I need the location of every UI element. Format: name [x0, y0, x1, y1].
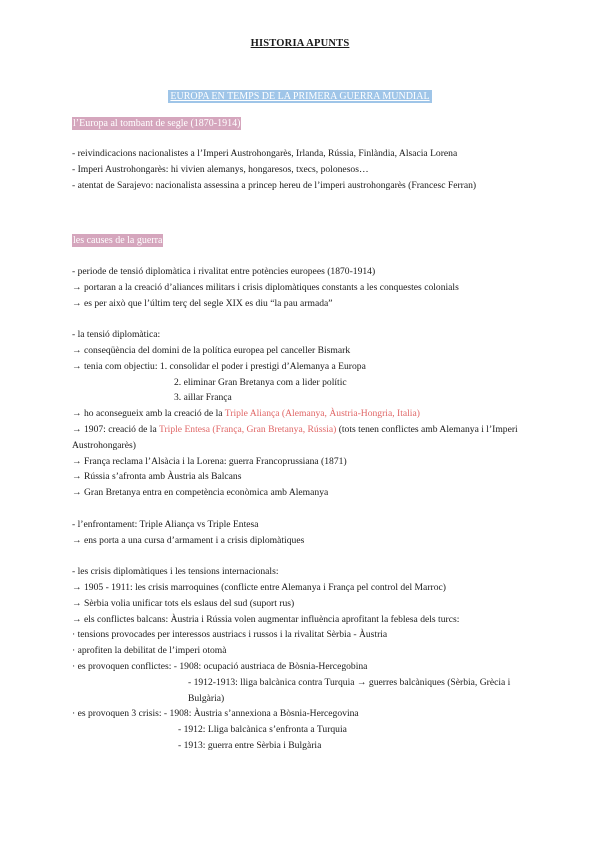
triple-entesa-highlight: Triple Entesa (França, Gran Bretanya, Rússia) [158, 423, 337, 435]
section-heading-europa: l’Europa al tombant de segle (1870-1914) [73, 118, 241, 129]
text-line: → conseqüència del domini de la política europea pel canceller Bismark [72, 344, 351, 356]
paragraph-gap [72, 548, 542, 564]
text-line: 3. aillar França [174, 392, 232, 404]
section-europa-body [72, 146, 542, 193]
text-line [72, 422, 542, 454]
text-line: → 1905 - 1911: les crisis marroquines (conflicte entre Alemanya i França pel control del Marroc) [72, 581, 446, 593]
section-causes-body [72, 264, 542, 754]
text-line: → Rússia s’afronta amb Àustria als Balcans [72, 471, 242, 483]
page-title: HISTORIA APUNTS [250, 38, 350, 49]
text-line: → ens porta a una cursa d’armament i a crisis diplomàtiques [72, 534, 305, 546]
text-span: → ho aconsegueix amb la creació de la [72, 408, 225, 420]
text-line: - l’enfrontament: Triple Aliança vs Triple Entesa [72, 518, 259, 530]
text-line: - periode de tensió diplomàtica i rivalitat entre potències europees (1870-1914) [72, 266, 376, 277]
text-line: - la tensió diplomàtica: [72, 329, 161, 341]
text-line: - 1912-1913: lliga balcànica contra Turquia → guerres balcàniques (Sèrbia, Grècia i Bulgària) [188, 676, 511, 704]
triple-alianca-highlight: Triple Aliança (Alemanya, Àustria-Hongria, Italia) [224, 408, 420, 420]
paragraph-gap [72, 501, 542, 517]
text-line: → els conflictes balcans: Àustria i Rússia volen augmentar influència aprofitant la feblesa dels turcs: [72, 613, 460, 625]
paragraph-gap [72, 311, 542, 327]
text-line: · es provoquen 3 crisis: - 1908: Àustria s’annexiona a Bòsnia-Hercegovina [72, 708, 359, 720]
text-line: - les crisis diplomàtiques i les tensions internacionals: [72, 566, 279, 578]
text-line: - atentat de Sarajevo: nacionalista assessina a princep hereu de l’imperi austrohongarès (Francesc Ferran) [72, 179, 477, 191]
text-span: (tots tenen conflictes amb Alemanya i l’Imperi Austrohongarès) [72, 423, 518, 451]
text-line: - 1913: guerra entre Sèrbia i Bulgària [178, 739, 322, 751]
section-heading-causes: les causes de la guerra [73, 235, 163, 246]
text-line [72, 406, 542, 422]
text-line: → França reclama l’Alsàcia i la Lorena: guerra Francoprussiana (1871) [72, 455, 347, 467]
text-line: → Gran Bretanya entra en competència econòmica amb Alemanya [72, 487, 329, 499]
text-line: - reivindicacions nacionalistes a l’Imperi Austrohongarès, Irlanda, Rússia, Finlàndia, Alsacia Lorena [72, 148, 458, 159]
text-line: → portaran a la creació d’aliances militars i crisis diplomàtiques constants a les conquestes colonials [72, 281, 459, 293]
text-line: - Imperi Austrohongarès: hi vivien alemanys, hongaresos, txecs, polonesos… [72, 163, 369, 175]
subtitle-heading: EUROPA EN TEMPS DE LA PRIMERA GUERRA MUNDIAL [170, 91, 430, 102]
text-span: → 1907: creació de la [72, 423, 159, 435]
text-line: - 1912: Lliga balcànica s’enfronta a Turquia [178, 724, 347, 736]
text-line: · es provoquen conflictes: - 1908: ocupació austriaca de Bòsnia-Hercegobina [72, 660, 368, 672]
text-line: → es per això que l’últim terç del segle XIX es diu “la pau armada” [72, 297, 333, 309]
text-line: → Sèrbia volia unificar tots els eslaus del sud (suport rus) [72, 597, 295, 609]
text-line: · tensions provocades per interessos austriacs i russos i la rivalitat Sèrbia - Àustria [72, 629, 388, 641]
subtitle-container [0, 86, 600, 104]
text-line: 2. eliminar Gran Bretanya com a lider polític [174, 376, 347, 388]
text-line: → tenia com objectiu: 1. consolidar el poder i prestigi d’Alemanya a Europa [72, 360, 366, 372]
text-line: · aprofiten la debilitat de l’imperi otomà [72, 645, 227, 657]
